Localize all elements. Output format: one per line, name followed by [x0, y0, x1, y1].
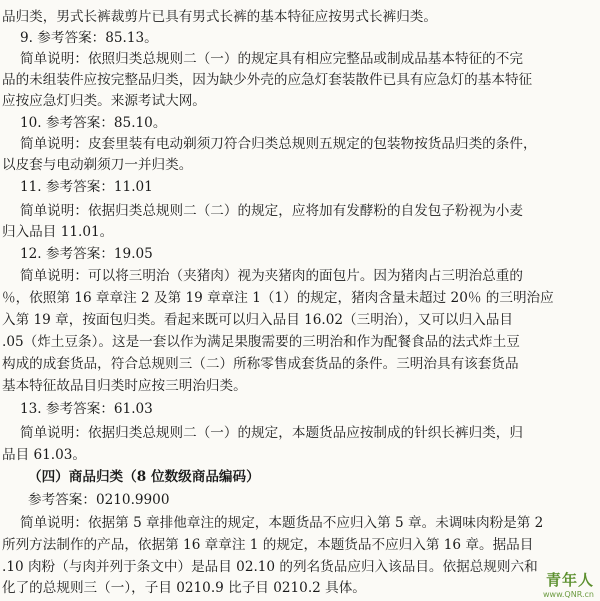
text-line: 品目 61.03。 — [2, 447, 87, 463]
text-line: .05（炸土豆条）。这是一套以作为满足果腹需要的三明治和作为配餐食品的法式炸土豆 — [2, 334, 520, 350]
watermark-logo — [543, 569, 594, 599]
text-line: 所列方法制作的产品，依据第 16 章章注 1 的规定，本题货品不应归入第 16 章。据品目 — [2, 537, 534, 553]
text-line: 品的未组装件应按完整品归类，因为缺少外壳的应急灯套装散件已具有应急灯的基本特征 — [2, 72, 533, 88]
text-line: 基本特征故品目归类时应按三明治归类。 — [2, 378, 247, 394]
answer-heading-13: 13. 参考答案：61.03 — [20, 401, 153, 417]
answer-heading: 参考答案：0210.9900 — [28, 492, 170, 508]
text-line: 应按应急灯归类。来源考试大网。 — [2, 93, 206, 109]
answer-heading-12: 12. 参考答案：19.05 — [20, 246, 153, 262]
answer-heading-10: 10. 参考答案：85.10。 — [20, 115, 167, 131]
text-line: 简单说明：皮套里装有电动剃须刀符合归类总规则五规定的包装物按货品归类的条件， — [20, 136, 537, 152]
text-line: 化了的总规则三（一），子目 0210.9 比子目 0210.2 具体。 — [2, 580, 366, 596]
text-line: .10 肉粉（与肉并列于条文中）是品目 02.10 的列名货品应归入该品目。依据总规则六和 — [2, 559, 538, 575]
text-line: 归入品目 11.01。 — [2, 224, 114, 240]
text-line: 简单说明：依据归类总规则二（一）的规定，本题货品应按制成的针织长裤归类，归 — [20, 425, 523, 441]
answer-heading-11: 11. 参考答案：11.01 — [20, 179, 153, 195]
text-line: 简单说明：可以将三明治（夹猪肉）视为夹猪肉的面包片。因为猪肉占三明治总重的 — [20, 268, 523, 284]
text-line: 简单说明：依据归类总规则二（二）的规定，应将加有发酵粉的自发包子粉视为小麦 — [20, 203, 523, 219]
text-line: 构成的成套货品，符合总规则三（二）所称零售成套货品的条件。三明治具有该套货品 — [2, 356, 519, 372]
watermark-url: www.QNR.cn — [542, 590, 594, 599]
section-heading: （四）商品归类（8 位数级商品编码） — [28, 469, 260, 485]
answer-heading-9: 9. 参考答案：85.13。 — [20, 30, 158, 46]
text-line: 入第 19 章，按面包归类。看起来既可以归入品目 16.02（三明治），又可以归入品目 — [2, 312, 513, 328]
watermark-text: 青年人 — [545, 571, 594, 589]
text-line: ％，依照第 16 章章注 2 及第 19 章章注 1（1）的规定，猪肉含量未超过 20％ 的三明治应 — [2, 290, 554, 306]
text-line: 以皮套与电动剃须刀一并归类。 — [2, 157, 193, 173]
text-line: 品归类，男式长裤裁剪片已具有男式长裤的基本特征应按男式长裤归类。 — [2, 9, 437, 25]
text-line: 简单说明：依照归类总规则二（一）的规定具有相应完整品或制成品基本特征的不完 — [20, 51, 523, 67]
text-line: 简单说明：依据第 5 章排他章注的规定，本题货品不应归入第 5 章。未调味肉粉是第 2 — [20, 515, 544, 531]
